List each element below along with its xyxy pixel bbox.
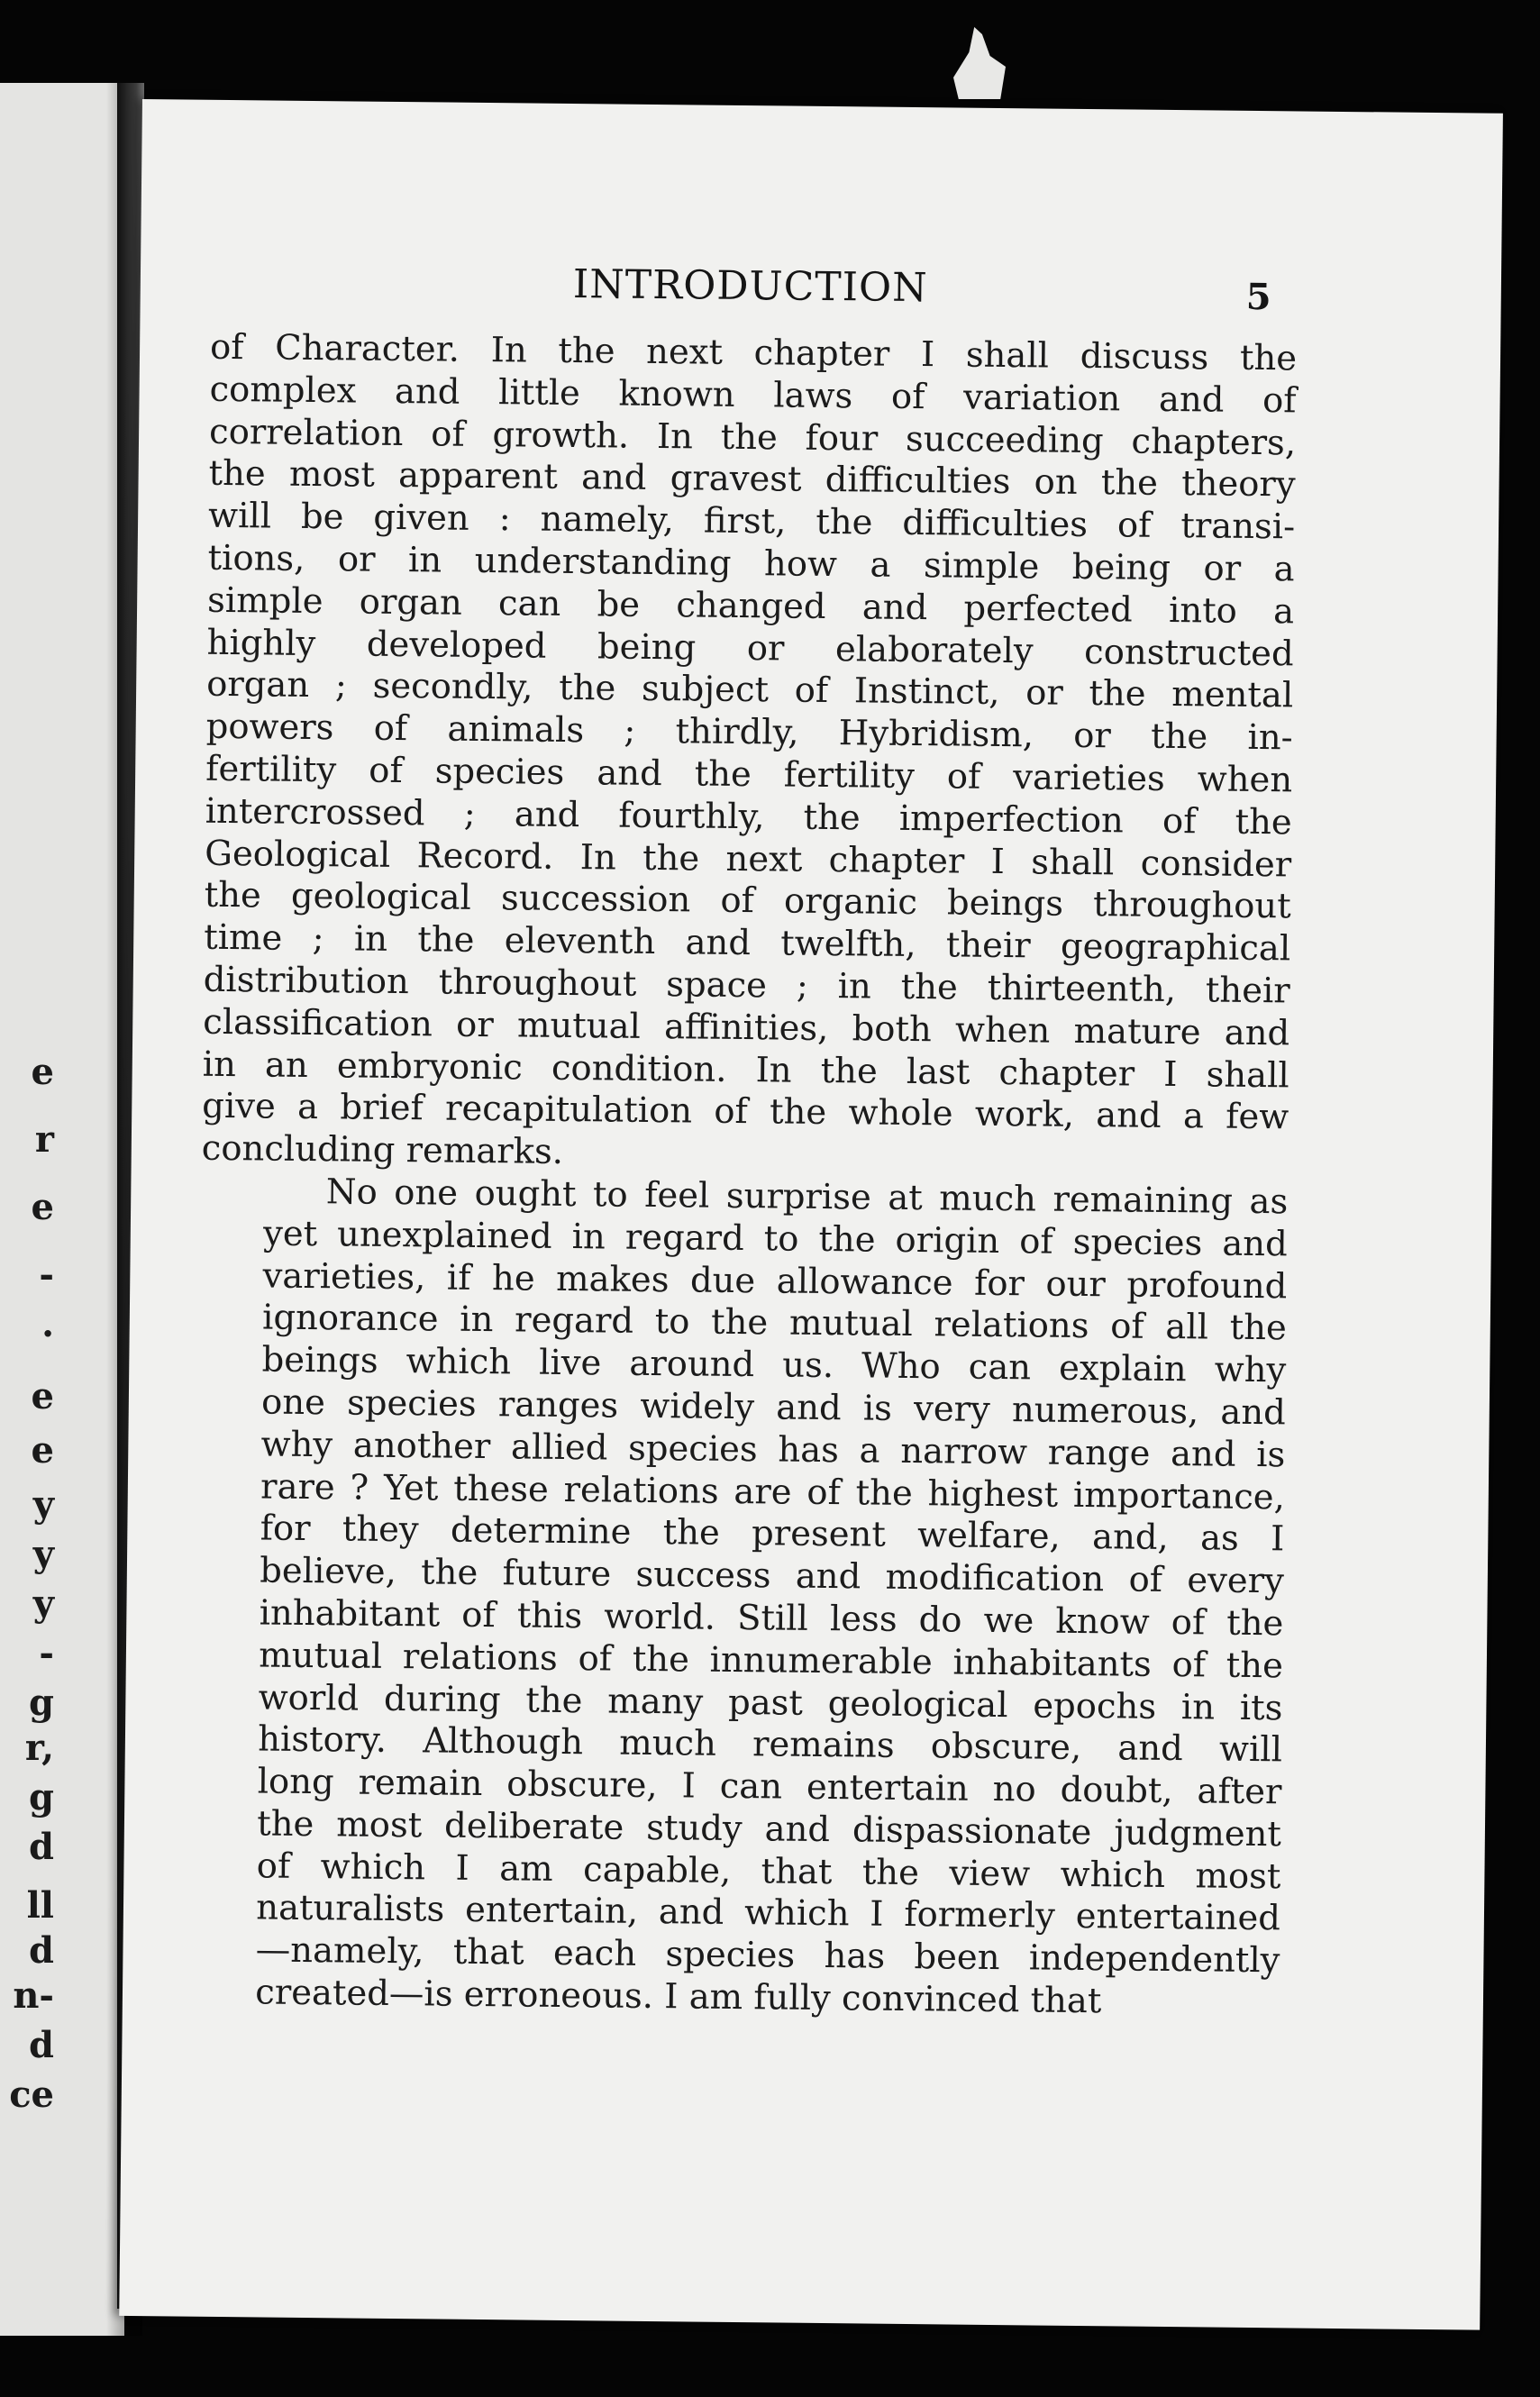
left-page-fragment: ll bbox=[26, 1884, 54, 1927]
text-line: organ ; secondly, the subject of Instinct, or the mental bbox=[205, 664, 1294, 716]
left-page-fragment: d bbox=[29, 2024, 54, 2066]
left-page-fragment: e bbox=[31, 1186, 54, 1228]
text-line: distribution throughout space ; in the thirteenth, their bbox=[203, 959, 1290, 1012]
left-page-fragment: e bbox=[31, 1051, 54, 1093]
text-line: in an embryonic condition. In the last chapter I shall bbox=[202, 1044, 1289, 1096]
left-page-fragment: n- bbox=[13, 1974, 54, 2017]
text-line: of Character. In the next chapter I shall discuss the bbox=[209, 326, 1298, 379]
text-line: of which I am capable, that the view which most bbox=[256, 1846, 1281, 1898]
left-page-fragment: g bbox=[29, 1776, 54, 1818]
page-number: 5 bbox=[1245, 275, 1271, 319]
left-page-fragment: y bbox=[32, 1483, 54, 1526]
left-page-fragment: r, bbox=[24, 1727, 54, 1769]
text-line: the most apparent and gravest difficulties on the theory bbox=[208, 453, 1296, 506]
paragraph bbox=[202, 327, 1298, 1182]
text-line: naturalists entertain, and which I formerly entertained bbox=[256, 1887, 1281, 1939]
text-line: complex and little known laws of variation and of bbox=[209, 369, 1297, 422]
text-line: intercrossed ; and fourthly, the imperfection of the bbox=[205, 790, 1292, 843]
left-page-fragment: e bbox=[31, 1429, 54, 1472]
text-line: give a brief recapitulation of the whole work, and a few bbox=[202, 1086, 1289, 1138]
text-line: for they determine the present welfare, and, as I bbox=[260, 1508, 1285, 1560]
left-page-fragment: g bbox=[29, 1682, 54, 1724]
text-line: mutual relations of the innumerable inhabitants of the bbox=[258, 1635, 1284, 1687]
text-line: simple organ can be changed and perfected into a bbox=[206, 579, 1295, 633]
text-line: world during the many past geological epochs in its bbox=[258, 1676, 1283, 1728]
text-line: created—is erroneous. I am fully convinced that bbox=[255, 1972, 1102, 2022]
left-page-fragment: ce bbox=[9, 2073, 54, 2116]
text-line: tions, or in understanding how a simple being or a bbox=[207, 537, 1295, 590]
text-line: long remain obscure, I can entertain no doubt, after bbox=[257, 1761, 1282, 1813]
text-line: concluding remarks. bbox=[201, 1127, 564, 1173]
text-line: powers of animals ; thirdly, Hybridism, or the in- bbox=[205, 706, 1293, 759]
left-page-fragment: d bbox=[29, 1826, 54, 1868]
text-line: No one ought to feel surprise at much remaining as bbox=[325, 1171, 1289, 1223]
text-line: believe, the future success and modification of every bbox=[259, 1550, 1285, 1602]
text-line: Geological Record. In the next chapter I shall consider bbox=[205, 833, 1292, 885]
left-page-fragment: - bbox=[39, 1632, 54, 1674]
left-page-fragment: - bbox=[39, 1253, 54, 1296]
text-line: one species ranges widely and is very numerous, and bbox=[260, 1381, 1287, 1434]
text-line: beings which live around us. Who can explain why bbox=[261, 1339, 1287, 1391]
book-page bbox=[119, 99, 1503, 2330]
left-page-fragment: e bbox=[31, 1375, 54, 1417]
left-page-fragment: . bbox=[41, 1303, 54, 1345]
page-body-text bbox=[193, 327, 1298, 2025]
text-line: correlation of growth. In the four succeeding chapters, bbox=[208, 411, 1297, 464]
text-line: fertility of species and the fertility of varieties when bbox=[205, 748, 1293, 801]
text-line: the geological succession of organic beings throughout bbox=[204, 875, 1291, 927]
text-line: will be given : namely, first, the difficulties of transi- bbox=[207, 495, 1296, 548]
text-line: rare ? Yet these relations are of the highest importance, bbox=[260, 1465, 1286, 1517]
running-head: INTRODUCTION bbox=[572, 261, 928, 312]
text-line: the most deliberate study and dispassionate judgment bbox=[257, 1803, 1282, 1855]
text-line: inhabitant of this world. Still less do we know of the bbox=[259, 1592, 1284, 1645]
left-page-text-fragments bbox=[0, 83, 54, 2336]
paper-tear-blemish bbox=[953, 27, 1006, 99]
paragraph bbox=[193, 1171, 1289, 2026]
text-line: time ; in the eleventh and twelfth, their geographical bbox=[204, 916, 1291, 970]
left-page-fragment: y bbox=[32, 1533, 54, 1575]
left-page-fragment: r bbox=[34, 1118, 54, 1161]
page-header bbox=[141, 257, 1502, 325]
text-line: varieties, if he makes due allowance for our profound bbox=[262, 1255, 1288, 1307]
text-line: —namely, that each species has been independently bbox=[255, 1929, 1280, 1982]
text-line: ignorance in regard to the mutual relations of all the bbox=[261, 1297, 1288, 1349]
text-line: history. Although much remains obscure, and will bbox=[258, 1718, 1283, 1771]
left-page-fragment: d bbox=[29, 1929, 54, 1972]
text-line: highly developed being or elaborately constructed bbox=[206, 622, 1294, 674]
text-line: classification or mutual affinities, both when mature and bbox=[203, 1001, 1290, 1054]
text-line: why another allied species has a narrow range and is bbox=[260, 1424, 1286, 1476]
text-line: yet unexplained in regard to the origin of species and bbox=[262, 1213, 1288, 1265]
left-page-fragment: y bbox=[32, 1582, 54, 1625]
